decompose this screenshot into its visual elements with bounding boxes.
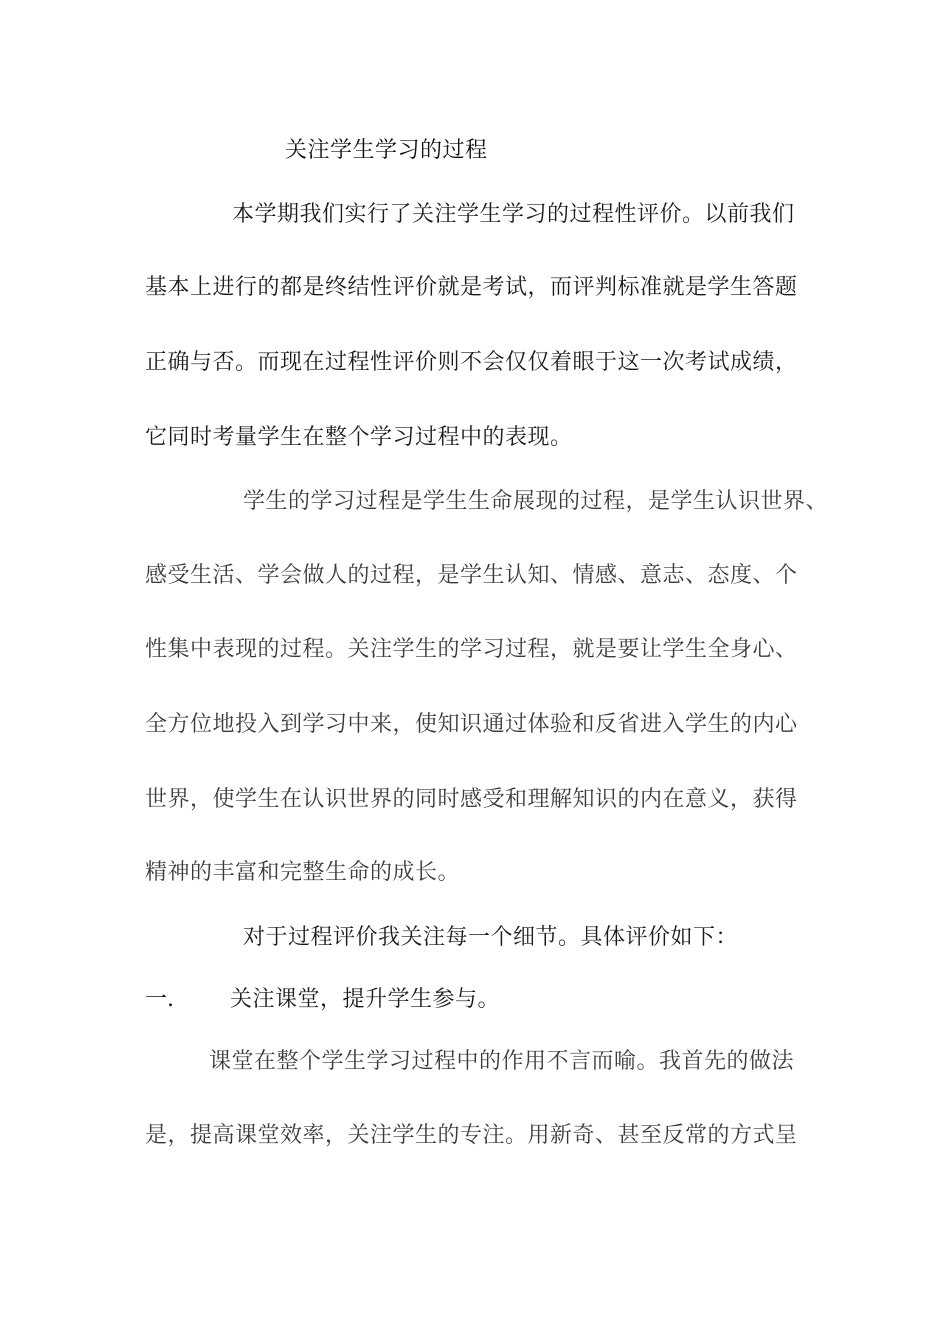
paragraph-2-line: 性集中表现的过程。关注学生的学习过程，就是要让学生全身心、: [145, 637, 798, 662]
paragraph-2-line: 全方位地投入到学习中来，使知识通过体验和反省进入学生的内心: [145, 712, 798, 737]
list-marker: 一.: [145, 987, 174, 1012]
paragraph-3-line: 是，提高课堂效率，关注学生的专注。用新奇、甚至反常的方式呈: [145, 1123, 798, 1148]
paragraph-3-line: 课堂在整个学生学习过程中的作用不言而喻。我首先的做法: [209, 1049, 795, 1074]
document-title: 关注学生学习的过程: [285, 138, 488, 163]
paragraph-2-line: 世界，使学生在认识世界的同时感受和理解知识的内在意义，获得: [145, 787, 798, 812]
paragraph-1-line: 本学期我们实行了关注学生学习的过程性评价。以前我们: [232, 202, 795, 227]
paragraph-1-line: 正确与否。而现在过程性评价则不会仅仅着眼于这一次考试成绩，: [145, 350, 798, 375]
evaluation-intro: 对于过程评价我关注每一个细节。具体评价如下：: [243, 925, 739, 950]
paragraph-1-line: 基本上进行的都是终结性评价就是考试，而评判标准就是学生答题: [145, 275, 798, 300]
paragraph-2-line: 精神的丰富和完整生命的成长。: [145, 860, 461, 885]
paragraph-2-line: 感受生活、学会做人的过程，是学生认知、情感、意志、态度、个: [145, 563, 798, 588]
section-heading-text: 关注课堂，提升学生参与。: [230, 987, 501, 1012]
paragraph-1-line: 它同时考量学生在整个学习过程中的表现。: [145, 425, 573, 450]
paragraph-2-line: 学生的学习过程是学生生命展现的过程，是学生认识世界、: [243, 489, 829, 514]
